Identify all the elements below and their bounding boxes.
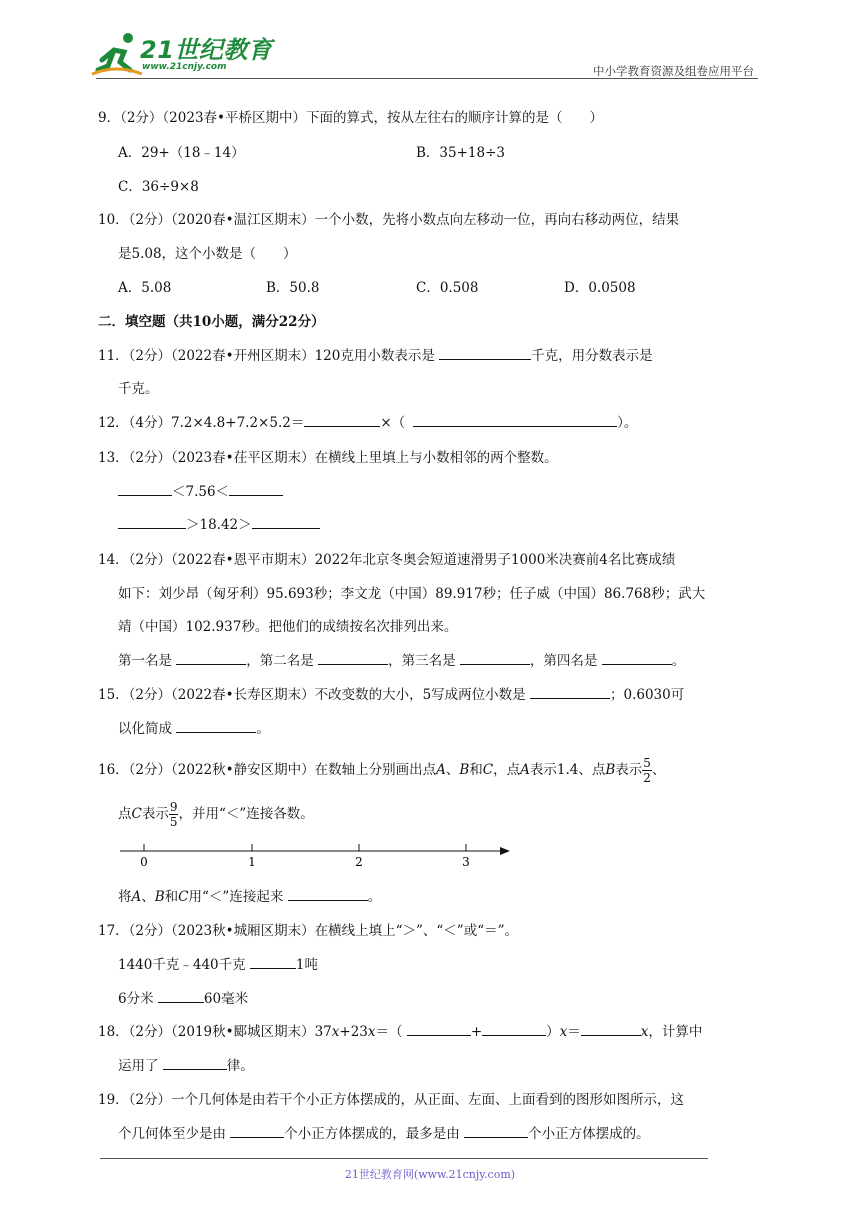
q14-blank-4[interactable] — [602, 651, 672, 665]
q12-text-3: ）。 — [617, 415, 638, 431]
q16-text-1: 16．（2分）（2022秋•静安区期中）在数轴上分别画出点 — [98, 762, 437, 778]
q18-text-5: ） — [546, 1024, 560, 1040]
q19-blank-2[interactable] — [464, 1124, 528, 1138]
q14-line3: 靖（中国）102.937秒。把他们的成绩按名次排列出来。 — [118, 619, 458, 635]
q9-stem: 9．（2分）（2023春•平桥区期中）下面的算式，按从左往右的顺序计算的是（ ） — [98, 110, 603, 126]
q18-text-4: + — [470, 1024, 483, 1040]
q17-text-2: 1吨 — [295, 957, 319, 973]
q12-blank-2[interactable] — [413, 413, 617, 427]
q15-blank-1[interactable] — [530, 685, 610, 699]
q14-blank-2[interactable] — [318, 651, 388, 665]
q13-row2 — [118, 513, 320, 533]
number-line-ticks — [144, 844, 466, 851]
q18-var-x-3: x — [559, 1024, 568, 1040]
q14-text-1: 第一名是 — [118, 653, 177, 669]
q17-text-3: 6分米 — [118, 991, 158, 1007]
q18-text-9: 律。 — [226, 1058, 254, 1074]
q16-text-5: 、 — [651, 762, 666, 778]
q18-var-x-2: x — [367, 1024, 376, 1040]
q18-text-8: 运用了 — [118, 1058, 163, 1074]
header-divider — [96, 78, 758, 79]
tick-label-0: 0 — [140, 855, 148, 869]
q16-and-2: 和 — [164, 889, 179, 905]
q12-text-1: 12．（4分）7.2×4.8+7.2×5.2＝ — [98, 415, 305, 431]
q11-blank-1[interactable] — [439, 346, 531, 360]
q16-point-a-3: A — [131, 889, 142, 905]
q15-text-2: ；0.6030可 — [609, 687, 685, 703]
q19-text-2: 个小正方体摆成的，最多是由 — [284, 1126, 465, 1142]
q17-text-1: 1440千克﹣440千克 — [118, 957, 250, 973]
q16-line2 — [118, 800, 314, 829]
q14-text-3: ，第三名是 — [388, 653, 460, 669]
footer-divider — [100, 1158, 708, 1159]
q16-point-a: A — [436, 762, 446, 778]
number-line-arrow — [500, 847, 510, 855]
q15-text-3: 以化简成 — [118, 721, 177, 737]
q16-frac1-num: 5 — [643, 756, 651, 770]
q18-text-1: 18．（2分）（2019秋•郾城区期末）37 — [98, 1024, 332, 1040]
q17-row2 — [118, 987, 248, 1007]
q16-point-c: C — [482, 762, 494, 778]
tick-label-3: 3 — [462, 855, 470, 869]
q18-line1 — [98, 1020, 702, 1040]
q17-stem: 17．（2分）（2023秋•城厢区期末）在横线上填上“＞”、“＜”或“＝”。 — [98, 923, 518, 939]
q15-text-4: 。 — [256, 721, 270, 737]
q12-blank-1[interactable] — [304, 413, 380, 427]
tick-label-2: 2 — [355, 855, 363, 869]
q16-line3 — [118, 885, 381, 905]
q16-text-7: 表示 — [141, 806, 169, 822]
q16-text-10: 用“＜”连接起来 — [188, 889, 288, 905]
q14-blank-1[interactable] — [176, 651, 246, 665]
runner-logo-icon — [92, 30, 142, 76]
q16-text-11: 。 — [367, 889, 382, 905]
q9-option-b: B．35+18÷3 — [416, 145, 505, 161]
q13-row2-text: ＞18.42＞ — [186, 517, 252, 533]
q13-blank-4[interactable] — [252, 515, 320, 529]
q18-var-x-4: x — [640, 1024, 649, 1040]
q18-text-2: +23 — [339, 1024, 368, 1040]
q16-text-2: ，点 — [493, 762, 521, 778]
q17-blank-1[interactable] — [250, 955, 296, 969]
footer-link[interactable]: 21世纪教育网(www.21cnjy.com) — [344, 1168, 516, 1181]
q17-row1 — [118, 953, 318, 973]
platform-name: 中小学教育资源及组卷应用平台 — [593, 64, 754, 78]
q16-text-8: ，并用“＜”连接各数。 — [178, 806, 314, 822]
q16-frac1-den: 2 — [643, 771, 651, 785]
logo-text: 21世纪教育 — [140, 36, 273, 64]
q13-blank-1[interactable] — [118, 482, 172, 496]
q13-blank-2[interactable] — [229, 482, 283, 496]
q16-and: 和 — [469, 762, 483, 778]
number-line — [118, 836, 513, 870]
q19-text-3: 个小正方体摆成的。 — [528, 1126, 650, 1142]
q18-var-x: x — [331, 1024, 340, 1040]
q15-text-1: 15．（2分）（2022春•长寿区期末）不改变数的大小，5写成两位小数是 — [98, 687, 530, 703]
q10-line2: 是5.08，这个小数是（ ） — [118, 246, 297, 262]
q17-text-4: 60毫米 — [203, 991, 249, 1007]
q14-end: 。 — [671, 653, 686, 669]
q13-stem: 13．（2分）（2023春•茌平区期末）在横线上里填上与小数相邻的两个整数。 — [98, 450, 558, 466]
q11-line1 — [98, 344, 653, 364]
q18-blank-3[interactable] — [581, 1022, 641, 1036]
q9-option-a: A．29+（18﹣14） — [118, 145, 245, 161]
q16-sep-2: 、 — [141, 889, 155, 905]
q16-point-a-2: A — [520, 762, 530, 778]
q13-row1 — [118, 480, 283, 500]
q14-fill-line — [118, 649, 685, 669]
q11-text-1: 11．（2分）（2022春•开州区期末）120克用小数表示是 — [98, 348, 440, 364]
q19-text-1: 个几何体至少是由 — [118, 1126, 231, 1142]
q16-point-b-3: B — [154, 889, 165, 905]
q16-frac2-den: 5 — [169, 815, 178, 829]
q9-option-c: C．36÷9×8 — [118, 179, 199, 195]
q10-option-d: D．0.0508 — [564, 280, 636, 296]
q16-point-b-2: B — [605, 762, 616, 778]
q18-blank-1[interactable] — [407, 1022, 471, 1036]
q14-line2: 如下：刘少昂（匈牙利）95.693秒；李文龙（中国）89.917秒；任子威（中国）86.768秒；武大 — [118, 586, 706, 602]
q19-line2 — [118, 1122, 650, 1142]
q16-fraction-1 — [642, 756, 652, 785]
q12-text-2: ×（ — [380, 415, 406, 431]
q15-line2 — [118, 717, 270, 737]
q14-text-2: ，第二名是 — [246, 653, 319, 669]
q10-option-a: A．5.08 — [118, 280, 172, 296]
q13-blank-3[interactable] — [118, 515, 186, 529]
q15-blank-2[interactable] — [176, 719, 256, 733]
q19-line1: 19．（2分）一个几何体是由若干个小正方体摆成的，从正面、左面、上面看到的图形如图所示，这 — [98, 1092, 685, 1108]
q11-text-2: 千克，用分数表示是 — [531, 348, 653, 364]
section-title: 二．填空题（共10小题，满分22分） — [98, 314, 325, 330]
tick-label-1: 1 — [248, 855, 256, 869]
q16-text-6: 点 — [118, 806, 132, 822]
q18-text-7: ，计算中 — [648, 1024, 703, 1040]
q16-blank[interactable] — [288, 887, 368, 901]
q19-blank-1[interactable] — [230, 1124, 284, 1138]
q14-text-4: ，第四名是 — [529, 653, 602, 669]
q16-text-3: 表示1.4、点 — [529, 762, 606, 778]
q18-blank-4[interactable] — [163, 1056, 227, 1070]
q10-line1: 10．（2分）（2020春•温江区期末）一个小数，先将小数点向左移动一位，再向右移动两位，结果 — [98, 212, 680, 228]
q16-frac2-num: 9 — [169, 800, 178, 814]
q16-text-9: 将 — [118, 889, 132, 905]
q18-text-6: ＝ — [567, 1024, 581, 1040]
q14-blank-3[interactable] — [460, 651, 530, 665]
q16-text-4: 表示 — [615, 762, 643, 778]
q16-sep: 、 — [445, 762, 460, 778]
logo-url: www.21cnjy.com — [142, 62, 227, 72]
q12-line — [98, 411, 637, 431]
q18-blank-2[interactable] — [482, 1022, 546, 1036]
q16-point-c-3: C — [178, 889, 189, 905]
q14-line1: 14．（2分）（2022春•恩平市期末）2022年北京冬奥会短道速滑男子1000米决赛前4名比赛成绩 — [98, 552, 676, 568]
q18-line2 — [118, 1054, 254, 1074]
q16-point-c-2: C — [131, 806, 142, 822]
q10-option-c: C．0.508 — [416, 280, 479, 296]
q16-line1 — [98, 756, 665, 785]
q13-row1-text: ＜7.56＜ — [172, 484, 230, 500]
q15-line1 — [98, 683, 684, 703]
q11-line2: 千克。 — [118, 381, 159, 397]
q17-blank-2[interactable] — [158, 989, 204, 1003]
q18-text-3: ＝（ — [375, 1024, 407, 1040]
q10-option-b: B．50.8 — [266, 280, 320, 296]
q16-point-b: B — [459, 762, 470, 778]
